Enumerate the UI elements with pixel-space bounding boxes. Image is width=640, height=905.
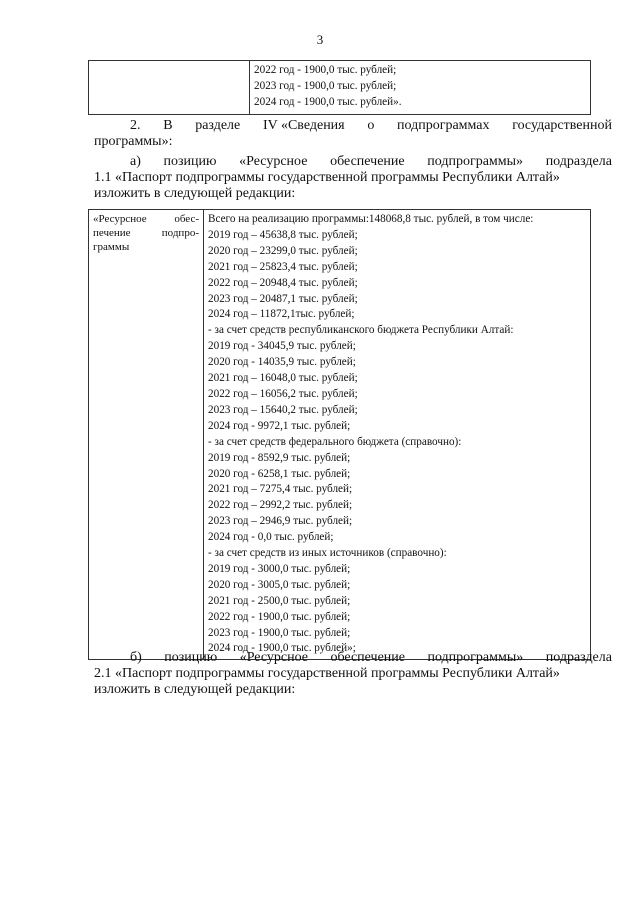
word: позицию — [163, 154, 217, 169]
resource-table — [88, 209, 591, 660]
funding-line: 2024 год - 9972,1 тыс. рублей; — [208, 419, 351, 432]
funding-line: 2023 год – 20487,1 тыс. рублей; — [208, 292, 358, 305]
word: позицию — [164, 650, 218, 665]
funding-line: 2023 год – 15640,2 тыс. рублей; — [208, 403, 358, 416]
table-cell-label — [89, 210, 204, 660]
funding-line: - за счет средств из иных источников (справочно): — [208, 547, 447, 560]
paragraph-line — [94, 118, 612, 134]
table-cell-empty — [89, 61, 250, 115]
continuation-table — [88, 60, 591, 115]
paragraph-item-b — [94, 650, 612, 698]
funding-line: - за счет средств федерального бюджета (справочно): — [208, 435, 462, 448]
paragraph-line: 2.1 «Паспорт подпрограммы государственной программы Республики Алтай» — [94, 666, 560, 681]
funding-line: 2021 год - 2500,0 тыс. рублей; — [208, 594, 351, 607]
funding-line: 2023 год – 2946,9 тыс. рублей; — [208, 515, 353, 528]
word: разделе — [195, 118, 241, 133]
funding-line: 2020 год - 14035,9 тыс. рублей; — [208, 356, 356, 369]
word: подраздела — [545, 154, 612, 169]
paragraph-item-a — [94, 154, 612, 202]
page-number: 3 — [316, 32, 324, 47]
word: подпрограммах — [397, 118, 490, 133]
word: государственной — [512, 118, 612, 133]
word: обеспечение — [330, 650, 405, 665]
funding-line: 2024 год - 1900,0 тыс. рублей»; — [208, 642, 356, 655]
word: IV «Сведения — [262, 118, 345, 133]
word: б) — [130, 650, 142, 665]
word: а) — [130, 154, 141, 169]
paragraph-line — [94, 650, 612, 666]
funding-line: 2019 год - 8592,9 тыс. рублей; — [208, 451, 351, 464]
funding-line: 2022 год – 16056,2 тыс. рублей; — [208, 387, 358, 400]
funding-line: 2024 год - 1900,0 тыс. рублей». — [254, 95, 402, 108]
funding-line: 2021 год – 25823,4 тыс. рублей; — [208, 260, 358, 273]
paragraph-section-iv — [94, 118, 612, 150]
funding-line: 2024 год – 11872,1тыс. рублей; — [208, 308, 355, 321]
word: обеспечение — [330, 154, 405, 169]
funding-line: 2022 год – 20948,4 тыс. рублей; — [208, 276, 358, 289]
funding-line: 2024 год - 0,0 тыс. рублей; — [208, 531, 334, 544]
funding-line: 2021 год – 7275,4 тыс. рублей; — [208, 483, 353, 496]
word: подраздела — [545, 650, 612, 665]
resource-label: «Ресурсное обес-печение подпро-граммы — [93, 213, 199, 253]
funding-line: Всего на реализацию программы:148068,8 тыс. рублей, в том числе: — [208, 213, 534, 225]
word: подпрограммы» — [427, 650, 524, 665]
funding-line: 2020 год - 6258,1 тыс. рублей; — [208, 467, 351, 480]
funding-line: 2022 год – 2992,2 тыс. рублей; — [208, 499, 353, 512]
funding-line: 2023 год - 1900,0 тыс. рублей; — [208, 626, 351, 639]
funding-line: 2019 год – 45638,8 тыс. рублей; — [208, 228, 358, 241]
paragraph-line: изложить в следующей редакции: — [94, 186, 296, 201]
paragraph-line: 1.1 «Паспорт подпрограммы государственной программы Республики Алтай» — [94, 170, 560, 185]
funding-line: 2019 год - 3000,0 тыс. рублей; — [208, 562, 351, 575]
funding-line: 2020 год - 3005,0 тыс. рублей; — [208, 578, 351, 591]
paragraph-line: изложить в следующей редакции: — [94, 682, 296, 697]
funding-line: 2022 год - 1900,0 тыс. рублей; — [254, 64, 397, 76]
funding-line: 2021 год – 16048,0 тыс. рублей; — [208, 372, 358, 385]
table-cell-funding — [250, 61, 591, 115]
word: подпрограммы» — [427, 154, 524, 169]
word: «Ресурсное — [239, 650, 308, 665]
funding-line: - за счет средств республиканского бюджета Республики Алтай: — [208, 324, 514, 337]
funding-line: 2023 год - 1900,0 тыс. рублей; — [254, 79, 397, 92]
word: о — [367, 118, 375, 133]
word: В — [163, 118, 173, 133]
funding-line: 2020 год – 23299,0 тыс. рублей; — [208, 244, 358, 257]
funding-line: 2022 год - 1900,0 тыс. рублей; — [208, 610, 351, 623]
funding-line: 2019 год - 34045,9 тыс. рублей; — [208, 340, 356, 353]
table-cell-funding — [204, 210, 591, 660]
word: «Ресурсное — [239, 154, 308, 169]
paragraph-line: программы»: — [94, 134, 173, 149]
word: 2. — [130, 118, 141, 133]
paragraph-line — [94, 154, 612, 170]
